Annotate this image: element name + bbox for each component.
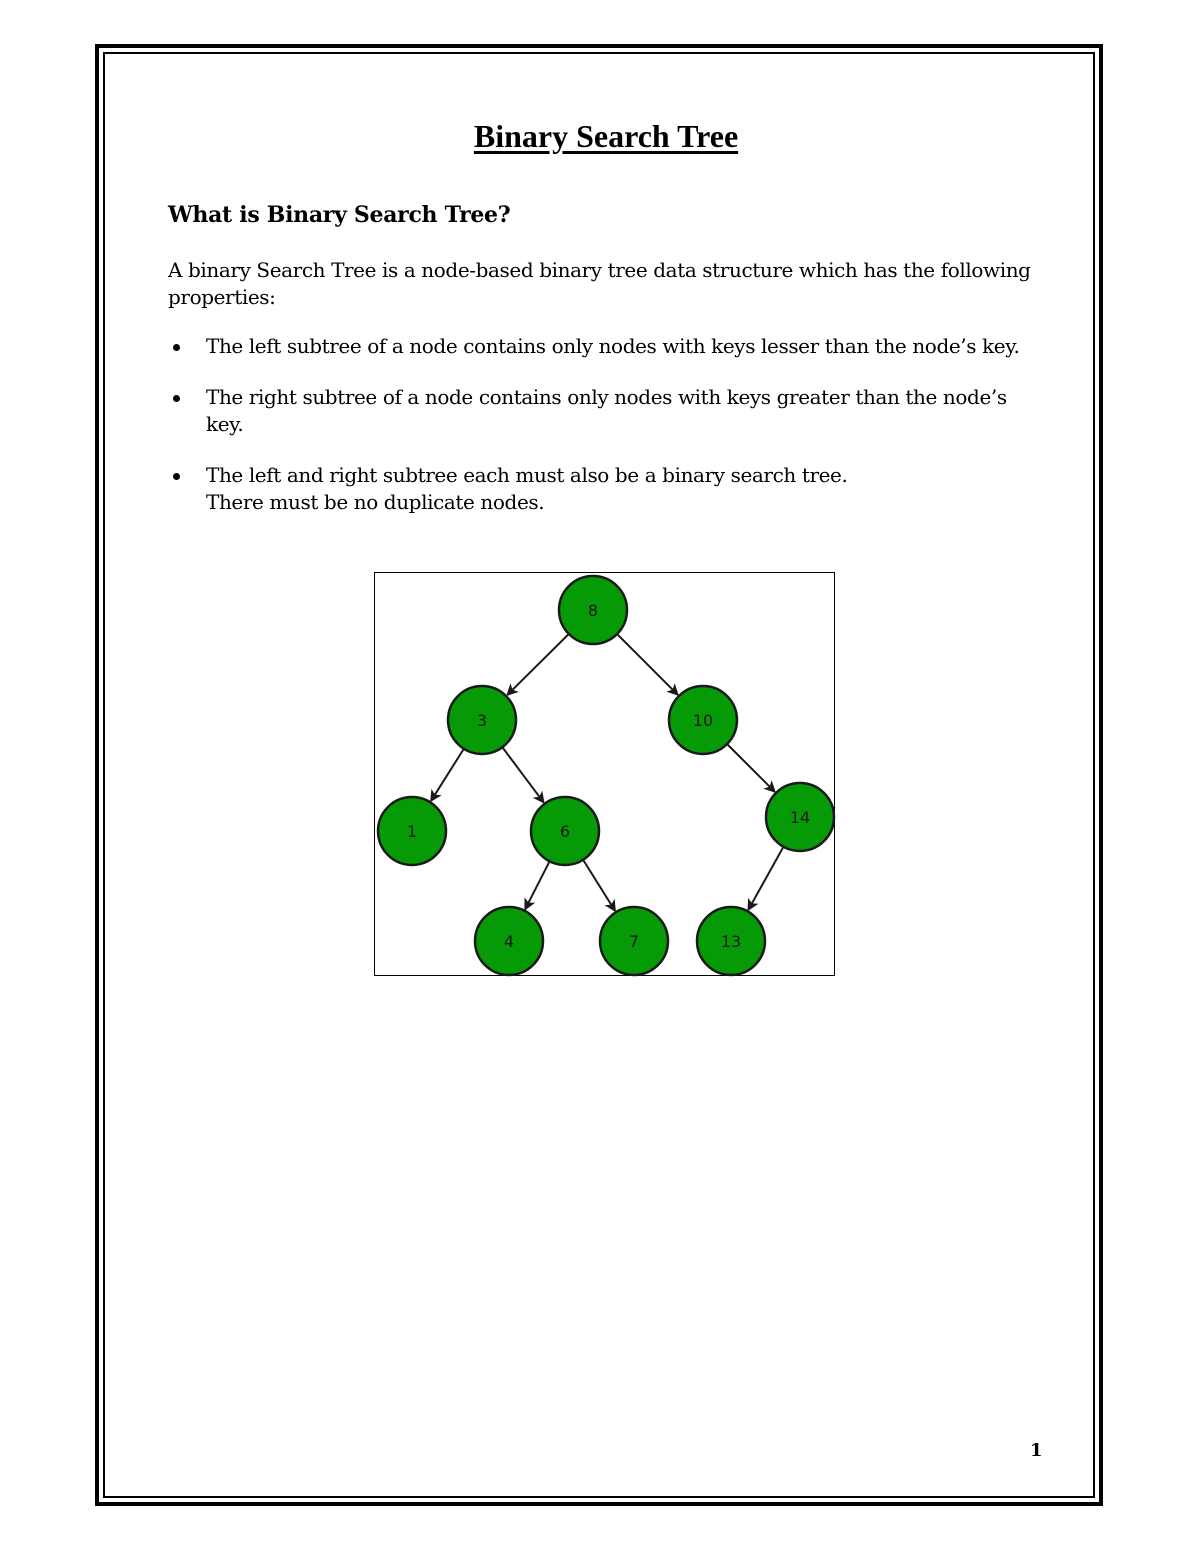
node-label: 7 (628, 932, 640, 951)
edge-8-3 (508, 635, 569, 695)
node-label: 4 (503, 932, 515, 951)
edges-layer (431, 635, 783, 911)
node-label: 6 (559, 822, 571, 841)
edge-10-14 (728, 745, 775, 792)
bullet-icon (173, 473, 180, 480)
tree-node-1 (378, 797, 446, 865)
node-label: 3 (476, 711, 488, 730)
edge-3-1 (431, 750, 463, 801)
property-text: The left subtree of a node contains only nodes with keys lesser than the node’s key. (206, 334, 1020, 358)
list-item (168, 462, 1028, 516)
page-title: Binary Search Tree (473, 118, 739, 154)
tree-node-10 (669, 686, 737, 754)
property-text: The right subtree of a node contains only nodes with keys greater than the node’s key. (206, 385, 1007, 436)
bullet-icon (173, 395, 180, 402)
node-label: 10 (692, 711, 714, 730)
edge-3-6 (503, 748, 543, 802)
node-label: 8 (587, 601, 599, 620)
tree-node-3 (448, 686, 516, 754)
edge-14-13 (749, 848, 783, 910)
edge-6-7 (584, 861, 615, 911)
tree-node-14 (766, 783, 834, 851)
tree-node-7 (600, 907, 668, 975)
property-text: The left and right subtree each must also be a binary search tree. (206, 463, 848, 487)
node-label: 13 (720, 932, 742, 951)
node-label: 14 (789, 808, 811, 827)
tree-node-8 (559, 576, 627, 644)
intro-paragraph: A binary Search Tree is a node-based binary tree data structure which has the following properties: (168, 258, 1031, 309)
tree-node-4 (475, 907, 543, 975)
properties-list (168, 333, 1028, 540)
bst-diagram (374, 572, 835, 976)
tree-node-6 (531, 797, 599, 865)
list-item (168, 384, 1028, 438)
tree-node-13 (697, 907, 765, 975)
edge-8-10 (618, 635, 678, 695)
section-heading: What is Binary Search Tree? (168, 202, 511, 228)
page-number: 1 (1030, 1440, 1043, 1461)
property-text-continued: There must be no duplicate nodes. (206, 490, 545, 514)
bullet-icon (173, 344, 180, 351)
node-label: 1 (406, 822, 418, 841)
list-item (168, 333, 1028, 360)
bst-diagram-canvas (375, 573, 836, 977)
edge-6-4 (525, 862, 549, 909)
